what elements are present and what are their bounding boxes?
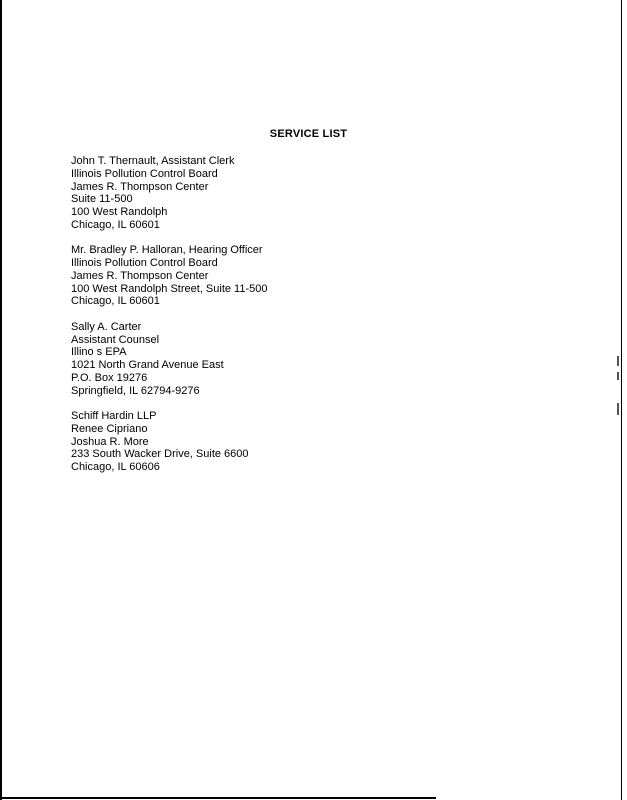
scan-speck (617, 356, 619, 366)
entry-line: James R. Thompson Center (71, 180, 209, 193)
service-entry-epa-counsel (71, 321, 571, 398)
entry-line: P.O. Box 19276 (71, 371, 148, 384)
entry-line: Sally A. Carter (71, 320, 142, 333)
entry-line: Springfield, IL 62794-9276 (71, 384, 200, 397)
entry-line: Chicago, IL 60606 (71, 461, 160, 474)
scan-speck (617, 372, 619, 380)
service-entry-hearing-officer (71, 244, 571, 308)
entry-line: 100 West Randolph (71, 206, 168, 219)
page-border-bottom (0, 797, 436, 799)
entry-line: Mr. Bradley P. Halloran, Hearing Officer (71, 244, 263, 257)
page-border-left (0, 0, 2, 800)
page-border-right (621, 0, 622, 800)
entry-line: Chicago, IL 60601 (71, 218, 160, 231)
entry-line: Illinois Pollution Control Board (71, 257, 218, 270)
entry-line: Assistant Counsel (71, 333, 160, 346)
scan-speck (617, 403, 619, 415)
entry-line: Chicago, IL 60601 (71, 295, 160, 308)
entry-line: 1021 North Grand Avenue East (71, 359, 224, 372)
page-title: SERVICE LIST (269, 128, 348, 140)
entry-line: Joshua R. More (71, 435, 149, 448)
service-list (71, 155, 571, 487)
entry-line: John T. Thernault, Assistant Clerk (71, 155, 235, 167)
entry-line: Renee Cipriano (71, 422, 148, 435)
entry-line: 100 West Randolph Street, Suite 11-500 (71, 282, 268, 295)
entry-line: Illino s EPA (71, 346, 127, 359)
entry-line: 233 South Wacker Drive, Suite 6600 (71, 448, 249, 461)
service-entry-law-firm (71, 410, 571, 474)
entry-line: Schiff Hardin LLP (71, 410, 157, 423)
entry-line: James R. Thompson Center (71, 269, 209, 282)
entry-line: Illinois Pollution Control Board (71, 167, 218, 180)
service-entry-clerk (71, 155, 571, 232)
entry-line: Suite 11-500 (71, 193, 133, 206)
